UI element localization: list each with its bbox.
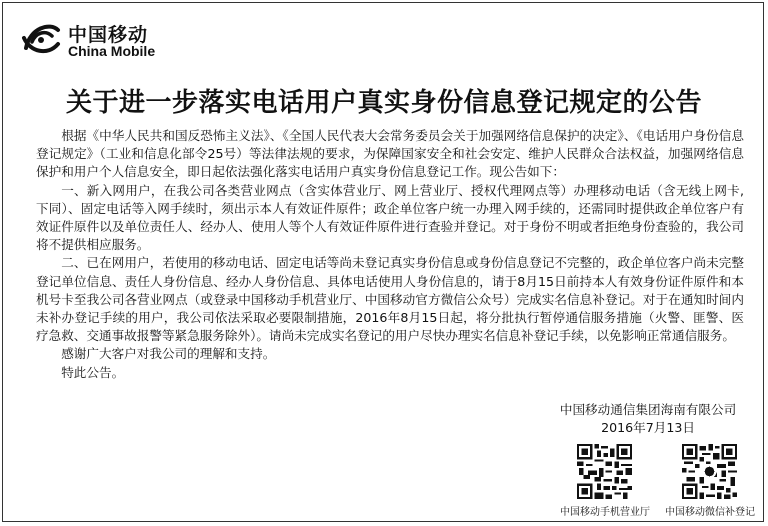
signature-company: 中国移动通信集团海南有限公司 (559, 402, 737, 417)
paragraph-existing-users: 二、已在网用户，若使用的移动电话、固定电话等尚未登记真实身份信息或身份信息登记不完整的，政企单位客户尚未完整登记单位信息、责任人身份信息、经办人身份信息、具体电话使用人身份信息的，请于8月15日前持本人有效身份证件原件和本机号卡至我公司各营业网点（或登录中国移动手机营业厅、中国移动官方微信公众号）完成实名信息补登记。对于在通知时间内未补办登记手续的用户，我公司依法采取必要限制措施，2016年8月15日起，将分批执行暂停通信服务措施（火警、匪警、医疗急救、交通事故报警等紧急服务除外）。请尚未完成实名登记的用户尽快办理实名信息补登记手续，以免影响正常通信服务。 (36, 255, 744, 344)
logo-text-en: China Mobile (68, 43, 156, 59)
paragraph-new-users: 一、新入网用户，在我公司各类营业网点（含实体营业厅、网上营业厅、授权代理网点等）办理移动电话（含无线上网卡,下同）、固定电话等入网手续时，须出示本人有效证件原件；政企单位客户统一办理入网手续的，还需同时提供政企单位客户有效证件原件以及单位责任人、经办人、使用人等个人有效证件原件进行查验并登记。对于身份不明或者拒绝身份查验的，我公司将不提供相应服务。 (36, 182, 744, 253)
china-mobile-logo-icon (20, 18, 62, 60)
notice-title: 关于进一步落实电话用户真实身份信息登记规定的公告 (65, 88, 702, 118)
qr-code-icon (577, 444, 632, 499)
signature-block (548, 401, 748, 437)
logo-text-cn: 中国移动 (68, 24, 149, 46)
signature-date: 2016年7月13日 (601, 420, 695, 435)
china-mobile-logo (20, 18, 180, 62)
qr-code-wechat (682, 444, 737, 499)
paragraph-thanks: 感谢广大客户对我公司的理解和支持。 (61, 346, 276, 362)
qr-code-mobile-hall (577, 444, 632, 499)
notice-body (36, 127, 744, 382)
paragraph-closing: 特此公告。 (61, 364, 125, 380)
qr-caption-mobile-hall: 中国移动手机营业厅 (560, 507, 650, 518)
qr-code-icon (682, 444, 737, 499)
paragraph-intro: 根据《中华人民共和国反恐怖主义法》、《全国人民代表大会常务委员会关于加强网络信息保护的决定》、《电话用户身份信息登记规定》（工业和信息化部令25号）等法律法规的要求，为保障国家安全和社会安定、维护人民群众合法权益，加强网络信息保护和用户个人信息安全，即日起依法强化落实电话用户真实身份信息登记工作。现公告如下： (36, 128, 744, 180)
qr-caption-wechat: 中国移动微信补登记 (665, 507, 755, 518)
